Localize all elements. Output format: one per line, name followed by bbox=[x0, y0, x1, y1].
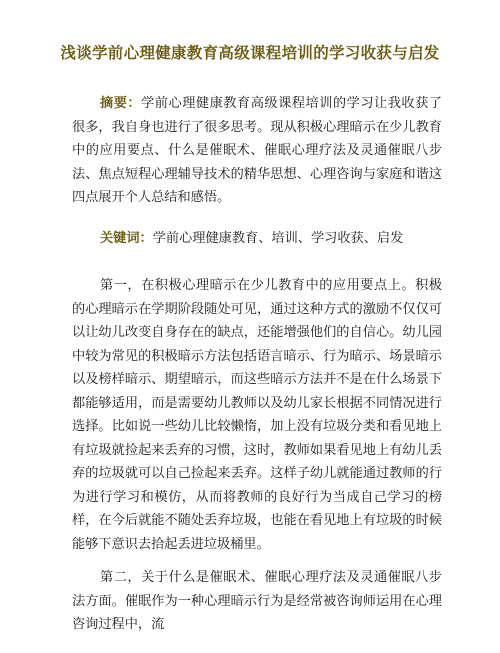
keywords bbox=[100, 227, 442, 251]
abstract-text: 学前心理健康教育高级课程培训的学习让我收获了很多，我自身也进行了很多思考。现从积极心理暗示在少儿教育中的应用要点、什么是催眠术、催眠心理疗法及灵通催眠八步法、焦点短程心理辅导技术的精华思想、心理咨询与家庭和谐这四点展开个人总结和感悟。 bbox=[72, 96, 443, 205]
abstract bbox=[72, 92, 442, 210]
keywords-text: 学前心理健康教育、培训、学习收获、启发 bbox=[152, 231, 404, 246]
keywords-label: 关键词： bbox=[100, 231, 153, 246]
document-title: 浅谈学前心理健康教育高级课程培训的学习收获与启发 bbox=[60, 43, 440, 62]
body-paragraph-1: 第一，在积极心理暗示在少儿教育中的应用要点上。积极的心理暗示在学期阶段随处可见，通过这种方式的激励不仅仅可以让幼儿改变自身存在的缺点，还能增强他们的自信心。幼儿园中较为常见的积极暗示方法包括语言暗示、行为暗示、场景暗示以及榜样暗示、期望暗示，而这些暗示方法并不是在什么场景下都能够适用，而是需要幼儿教师以及幼儿家长根据不同情况进行选择。比如说一些幼儿比较懒惰，加上没有垃圾分类和看见地上有垃圾就捡起来丢弃的习惯，这时，教师如果看见地上有幼儿丢弃的垃圾就可以自己捡起来丢弃。这样子幼儿就能通过教师的行为进行学习和模仿，从而将教师的良好行为当成自己学习的榜样，在今后就能不随处丢弃垃圾，也能在看见地上有垃圾的时候能够下意识去拾起丢进垃圾桶里。 bbox=[72, 278, 442, 552]
body-paragraph-2: 第二，关于什么是催眠术、催眠心理疗法及灵通催眠八步法方面。催眠作为一种心理暗示行为是经常被咨询师运用在心理咨询过程中，流 bbox=[72, 570, 442, 632]
abstract-label: 摘要： bbox=[100, 96, 142, 111]
